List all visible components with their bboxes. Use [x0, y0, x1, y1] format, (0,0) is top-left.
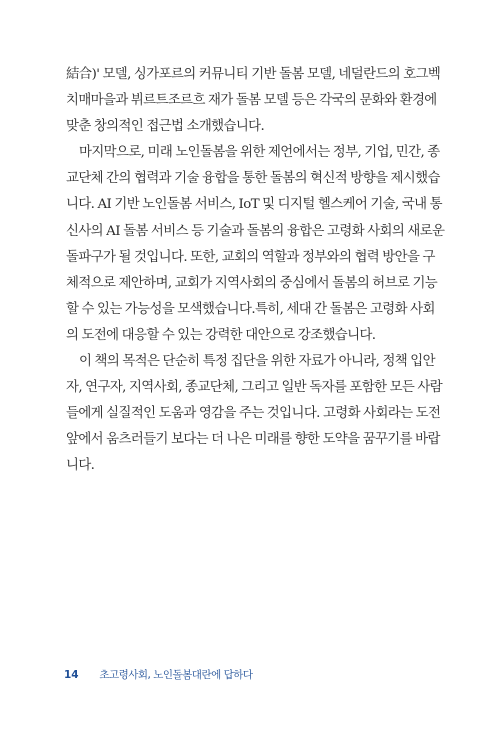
running-title: 초고령사회, 노인돌봄대란에 답하다	[99, 669, 253, 681]
paragraph-2	[66, 140, 445, 349]
text-line: 신사의 AI 돌봄 서비스 등 기술과 돌봄의 융합은 고령화 사회의 새로운	[66, 223, 445, 239]
page-number: 14	[64, 669, 79, 681]
text-line: 체적으로 제안하며, 교회가 지역사회의 중심에서 돌봄의 허브로 기능	[66, 275, 438, 291]
paragraph-1	[66, 62, 441, 140]
text-line: 니다.	[66, 458, 95, 474]
text-line: 맞춘 창의적인 접근법 소개했습니다.	[66, 119, 265, 135]
text-line: 들에게 실질적인 도움과 영감을 주는 것입니다. 고령화 사회라는 도전	[66, 406, 441, 422]
paragraph-3	[66, 349, 443, 479]
text-line: 니다. AI 기반 노인돌봄 서비스, IoT 및 디지털 헬스케어 기술, 국내 통	[66, 197, 442, 213]
text-line: 結合)' 모델, 싱가포르의 커뮤니티 기반 돌봄 모델, 네덜란드의 호그벡	[66, 67, 441, 82]
text-line: 앞에서 움츠러들기 보다는 더 나은 미래를 향한 도약을 꿈꾸기를 바랍	[66, 432, 440, 448]
text-line: 할 수 있는 가능성을 모색했습니다.특히, 세대 간 돌봄은 고령화 사회	[66, 301, 435, 317]
text-line: 이 책의 목적은 단순히 특정 집단을 위한 자료가 아니라, 정책 입안	[79, 354, 435, 370]
page-footer	[64, 667, 253, 682]
text-line: 자, 연구자, 지역사회, 종교단체, 그리고 일반 독자를 포함한 모든 사람	[66, 380, 443, 396]
text-line: 치매마을과 뷔르트조르흐 재가 돌봄 모델 등은 각국의 문화와 환경에	[66, 93, 437, 109]
body-text	[66, 62, 445, 480]
text-line: 마지막으로, 미래 노인돌봄을 위한 제언에서는 정부, 기업, 민간, 종	[79, 145, 440, 161]
text-line: 돌파구가 될 것입니다. 또한, 교회의 역할과 정부와의 협력 방안을 구	[66, 249, 435, 265]
text-line: 의 도전에 대응할 수 있는 강력한 대안으로 강조했습니다.	[66, 327, 376, 343]
text-line: 교단체 간의 협력과 기술 융합을 통한 돌봄의 혁신적 방향을 제시했습	[66, 171, 440, 187]
